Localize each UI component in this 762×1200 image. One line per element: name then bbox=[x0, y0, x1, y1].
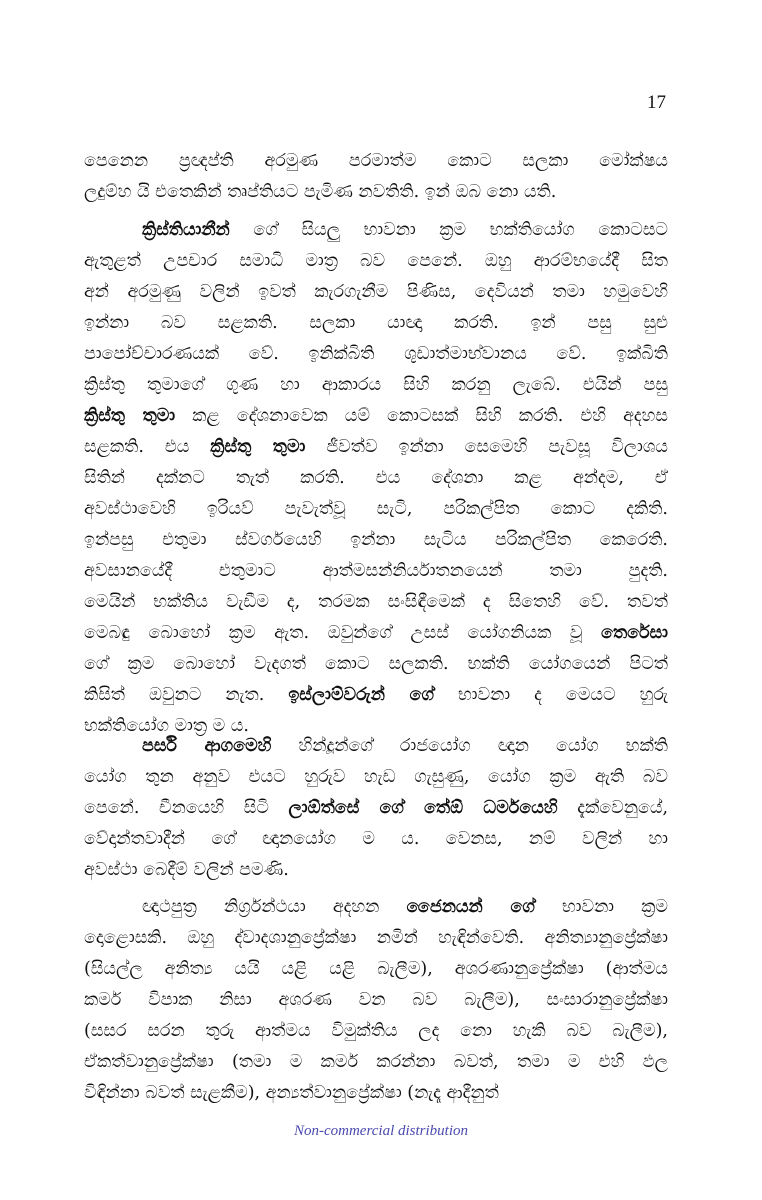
text-segment: අවස්ථා බෙදීම් වලින් පමණි. bbox=[84, 860, 289, 880]
text-segment: ඒකත්වානුප්‍රේක්ෂා (තමා ම කර්ම කරන්නා බවත්, තමා ම එහි ඵල bbox=[84, 1052, 668, 1072]
text-segment: අවස්ථාවෙහි ඉරියව් පැවැත්වූ සැටි, පරිකල්පිත කොට දකිති. bbox=[84, 499, 668, 519]
text-line bbox=[84, 1016, 668, 1047]
text-segment: මෙයින් භක්තිය වැඩීම ද, තරමක සංසිඳීමෙක් ද සිතෙහි වේ. තවත් bbox=[84, 592, 668, 612]
text-segment: ඉන්පසු එතුමා ස්වර්ගයෙහි ඉන්නා සැටිය පරිකල්පිත කෙරෙති. bbox=[84, 530, 668, 550]
text-line bbox=[84, 370, 668, 401]
text-line bbox=[84, 892, 668, 923]
text-segment: දොළොසකි. ඔහු ද්වාදශානුප්‍රේක්ෂා නමින් හැඳින්වෙති. අනිත්‍යානුප්‍රේක්ෂා bbox=[84, 928, 668, 948]
text-segment: ජීවත්ව ඉන්නා සෙමෙහි පැවසූ විලාශය bbox=[305, 437, 668, 457]
text-segment: යෝග තුන අනුව එයට හුරුව හැඩ ගැසුණු, යෝග ක්‍රම ඇති බව bbox=[84, 767, 668, 787]
text-line bbox=[84, 793, 668, 824]
text-line bbox=[84, 923, 668, 954]
paragraph-3 bbox=[84, 731, 668, 886]
text-segment: කර්ම විපාක නිසා අශරණ වන බව බැලීම), සංසාරානුප්‍රේක්ෂා bbox=[84, 990, 668, 1010]
text-segment: ගේ සියලු භාවනා ක්‍රම භක්තියෝග කොටසට bbox=[229, 220, 668, 240]
text-line bbox=[84, 954, 668, 985]
text-line bbox=[84, 1078, 668, 1109]
bold-text-segment: ලාඕත්සේ ගේ තේඕ ධර්මයෙහි bbox=[288, 798, 558, 818]
text-line bbox=[84, 146, 668, 177]
text-line bbox=[84, 855, 668, 886]
text-line bbox=[84, 339, 668, 370]
text-segment: මෙබඳු බොහෝ ක්‍රම ඇත. ඔවුන්ගේ උසස් යෝගනියක වූ bbox=[84, 623, 602, 643]
text-line bbox=[84, 463, 668, 494]
text-segment: හින්දූන්ගේ රාජයෝග ඥාන යෝග භක්ති bbox=[271, 736, 668, 756]
paragraph-2 bbox=[84, 215, 668, 742]
page-number: 17 bbox=[647, 92, 666, 113]
text-line bbox=[84, 731, 668, 762]
bold-text-segment: ජෛනයන් ගේ bbox=[406, 897, 535, 917]
text-line bbox=[84, 246, 668, 277]
text-segment: සළකති. එය bbox=[84, 437, 211, 457]
text-line bbox=[84, 680, 668, 711]
text-line bbox=[84, 215, 668, 246]
text-segment: ගේ ක්‍රම බොහෝ වැදගත් කොට සලකති. භක්ති යෝගයෙන් පිටත් bbox=[84, 654, 668, 674]
text-segment: විඳින්නා බවත් සැළකීම), අන්‍යත්වානුප්‍රේක්ෂා (නැදෑ ආදීනුත් bbox=[84, 1083, 499, 1103]
text-segment: අන් අරමුණු වලින් ඉවත් කැරගැනීම පිණිස, දෙවියන් තමා හමුවෙහි bbox=[84, 282, 668, 302]
text-line bbox=[84, 618, 668, 649]
paragraph-1 bbox=[84, 146, 668, 208]
text-line bbox=[84, 556, 668, 587]
bold-text-segment: ක්‍රිස්තු තුමා bbox=[84, 406, 176, 426]
text-segment: කිසිත් ඔවුනට නැත. bbox=[84, 685, 289, 705]
text-line bbox=[84, 277, 668, 308]
text-line bbox=[84, 824, 668, 855]
text-segment: භක්තියෝග මාත්‍ර ම ය. bbox=[84, 716, 249, 736]
text-line bbox=[84, 177, 668, 208]
text-segment: පෙනෙන ප්‍රඥප්ති අරමුණ පරමාත්ම කොට සලකා මෝක්ෂය bbox=[84, 151, 668, 171]
text-segment: පෙනේ. චීනයෙහි සිටි bbox=[84, 798, 289, 818]
text-segment: ඇතුළත් උපචාර සමාධි මාත්‍ර බව පෙනේ. ඔහු ආරම්භයේදී සිත bbox=[84, 251, 668, 271]
paragraph-4 bbox=[84, 892, 668, 1109]
text-line bbox=[84, 649, 668, 680]
text-line bbox=[84, 1047, 668, 1078]
bold-text-segment: තෙරේසා bbox=[601, 623, 668, 643]
bold-text-segment: ඉස්ලාම්වරුන් ගේ bbox=[288, 685, 434, 705]
text-line bbox=[84, 401, 668, 432]
footer-distribution-note: Non-commercial distribution bbox=[293, 1123, 469, 1139]
text-line bbox=[84, 985, 668, 1016]
text-line bbox=[84, 494, 668, 525]
bold-text-segment: ක්‍රිස්තියානීන් bbox=[142, 220, 230, 240]
text-segment: වේදාන්තවාදීන් ගේ ඥානයෝග ම ය. වෙනස, නම් වලින් හා bbox=[84, 829, 668, 849]
text-segment: ක්‍රිස්තු තුමාගේ ගුණ හා ආකාරය සිහි කරනු ලැබේ. එයින් පසු bbox=[84, 375, 668, 395]
bold-text-segment: ක්‍රිස්තු තුමා bbox=[210, 437, 306, 457]
text-segment: (සියල්ල අනිත්‍ය යයි යළි යළි බැලීම), අශරණානුප්‍රේක්ෂා (ආත්මය bbox=[84, 959, 668, 979]
text-line bbox=[84, 308, 668, 339]
text-segment: දැක්වෙනුයේ, bbox=[557, 798, 668, 818]
text-segment: ලදුම්හ යි එතෙකින් තෘප්තියට පැමිණ නවතිති. ඉන් ඔබ නො යති. bbox=[84, 182, 557, 202]
bold-text-segment: පර්සි ආගමෙහි bbox=[142, 736, 272, 756]
text-segment: ඥාථපුත්‍ර නිර්ග්‍රන්ථයා අදහන bbox=[142, 897, 407, 917]
text-line bbox=[84, 525, 668, 556]
text-segment: පාපෝච්චාරණයක් වේ. ඉනික්බිති ශුඩාත්මාභ්වානය වේ. ඉක්බිති bbox=[84, 344, 668, 364]
text-segment: ඉන්නා බව සළකති. සලකා යාඥා කරති. ඉන් පසු සුළු bbox=[84, 313, 668, 333]
text-segment: භාවනා ක්‍රම bbox=[534, 897, 668, 917]
text-segment: අවසානයේදී එතුමාට ආත්මසන්නිර්යාතනයෙන් තමා පුදති. bbox=[84, 561, 668, 581]
text-line bbox=[84, 762, 668, 793]
text-line bbox=[84, 432, 668, 463]
text-line bbox=[84, 587, 668, 618]
text-segment: කළ දේශනාවෙක යම් කොටසක් සිහි කරති. එහි අදහස bbox=[175, 406, 668, 426]
text-segment: සිතින් දක්නට තැත් කරති. එය දේශනා කළ අන්දම, ඒ bbox=[84, 468, 668, 488]
text-segment: (සසර සරන තුරු ආත්මය විමුක්තිය ලද නො හැකි බව බැලීම), bbox=[84, 1021, 668, 1041]
text-segment: භාවනා ද මෙයට හුරු bbox=[433, 685, 668, 705]
